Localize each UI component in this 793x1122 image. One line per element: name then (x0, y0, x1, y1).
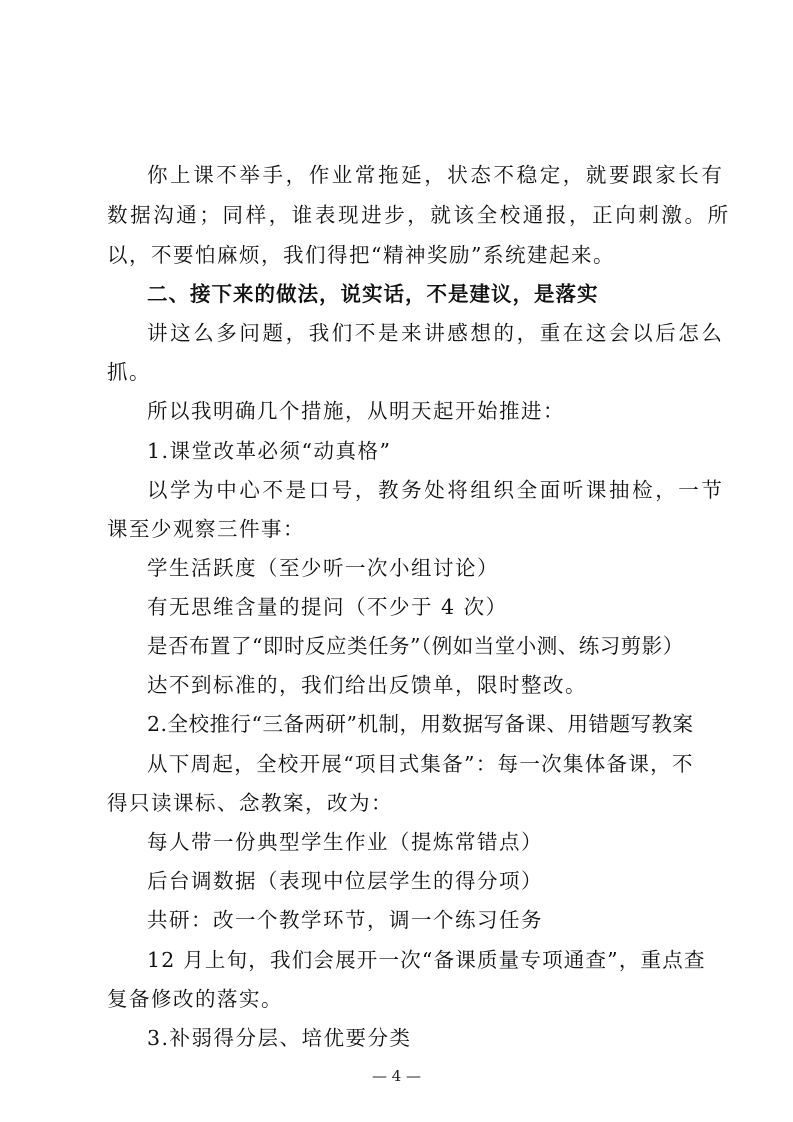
paragraph-line: 12 月上旬，我们会展开一次“备课质量专项通查”，重点查 (147, 948, 706, 972)
list-item: 共研：改一个教学环节，调一个练习任务 (147, 908, 543, 932)
list-item: 有无思维含量的提问（不少于 4 次） (147, 595, 508, 619)
paragraph-line: 以，不要怕麻烦，我们得把“精神奖励”系统建起来。 (107, 243, 615, 267)
list-item: 后台调数据（表现中位层学生的得分项） (147, 869, 543, 893)
paragraph-line: 以学为中心不是口号，教务处将组织全面听课抽检，一节 (147, 478, 725, 502)
paragraph-line: 你上课不举手，作业常拖延，状态不稳定，就要跟家长有 (147, 163, 725, 187)
subheading-line: 2.全校推行“三备两研”机制，用数据写备课、用错题写教案 (147, 712, 694, 736)
subheading-line: 1.课堂改革必须“动真格” (147, 439, 392, 463)
paragraph-line: 得只读课标、念教案，改为： (107, 791, 393, 815)
subheading-line: 3.补弱得分层、培优要分类 (147, 1026, 412, 1050)
paragraph-line: 课至少观察三件事： (107, 517, 305, 541)
section-heading: 二、接下来的做法，说实话，不是建议，是落实 (147, 282, 599, 306)
paragraph-line: 复备修改的落实。 (107, 987, 283, 1011)
list-item: 学生活跃度（至少听一次小组讨论） (147, 556, 499, 580)
paragraph-line: 达不到标准的，我们给出反馈单，限时整改。 (147, 673, 587, 697)
paragraph-line: 抓。 (107, 360, 151, 384)
paragraph-line: 从下周起，全校开展“项目式集备”：每一次集体备课，不 (147, 752, 694, 776)
page-number: — 4 — (371, 1067, 422, 1085)
list-item: 每人带一份典型学生作业（提炼常错点） (147, 830, 543, 854)
list-item: 是否布置了“即时反应类任务”（例如当堂小测、练习剪影） (147, 634, 684, 658)
paragraph-line: 讲这么多问题，我们不是来讲感想的，重在这会以后怎么 (147, 321, 725, 345)
paragraph-line: 数据沟通；同样，谁表现进步，就该全校通报，正向刺激。所 (107, 203, 731, 227)
paragraph-line: 所以我明确几个措施，从明天起开始推进： (147, 399, 565, 423)
